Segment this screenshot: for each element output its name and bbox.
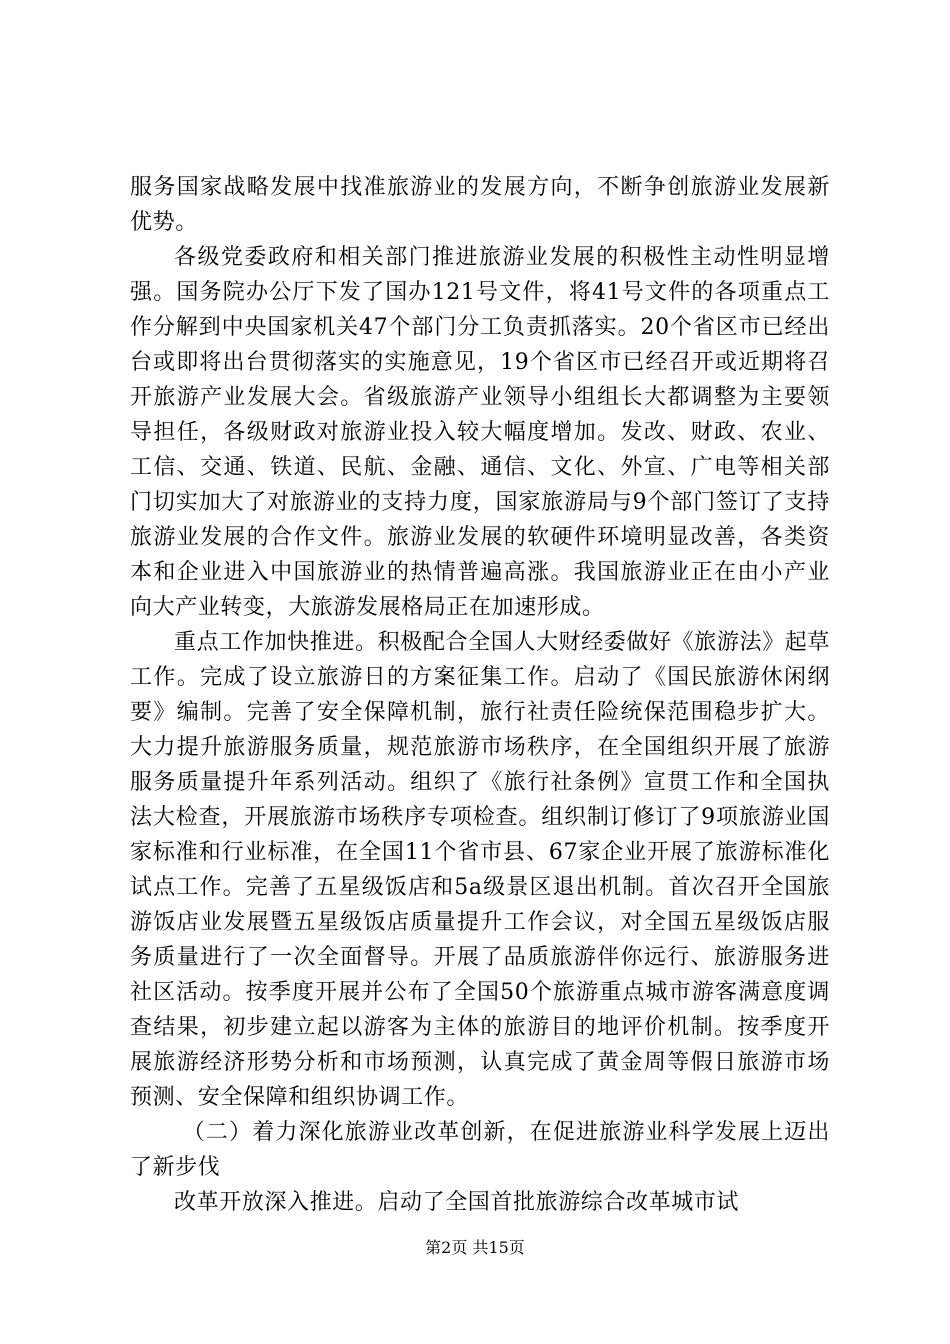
paragraph-key-work: 重点工作加快推进。积极配合全国人大财经委做好《旅游法》起草工作。完成了设立旅游日的方案征集工作。启动了《国民旅游休闲纲要》编制。完善了安全保障机制，旅行社责任险统保范围稳步扩大。大力提升旅游服务质量，规范旅游市场秩序，在全国组织开展了旅游服务质量提升年系列活动。组织了《旅行社条例》宣贯工作和全国执法大检查，开展旅游市场秩序专项检查。组织制订修订了9项旅游业国家标准和行业标准，在全国11个省市县、67家企业开展了旅游标准化试点工作。完善了五星级饭店和5a级景区退出机制。首次召开全国旅游饭店业发展暨五星级饭店质量提升工作会议，对全国五星级饭店服务质量进行了一次全面督导。开展了品质旅游伴你远行、旅游服务进社区活动。按季度开展并公布了全国50个旅游重点城市游客满意度调查结果，初步建立起以游客为主体的旅游目的地评价机制。按季度开展旅游经济形势分析和市场预测，认真完成了黄金周等假日旅游市场预测、安全保障和组织协调工作。 <box>130 630 830 1110</box>
section-heading: （二）着力深化旅游业改革创新，在促进旅游业科学发展上迈出了新步伐 <box>130 1120 830 1180</box>
paragraph-reform: 改革开放深入推进。启动了全国首批旅游综合改革城市试 <box>174 1190 740 1215</box>
paragraph-government-support: 各级党委政府和相关部门推进旅游业发展的积极性主动性明显增强。国务院办公厅下发了国办121号文件，将41号文件的各项重点工作分解到中央国家机关47个部门分工负责抓落实。20个省区市已经出台或即将出台贯彻落实的实施意见，19个省区市已经召开或近期将召开旅游产业发展大会。省级旅游产业领导小组组长大都调整为主要领导担任，各级财政对旅游业投入较大幅度增加。发改、财政、农业、工信、交通、铁道、民航、金融、通信、文化、外宣、广电等相关部门切实加大了对旅游业的支持力度，国家旅游局与9个部门签订了支持旅游业发展的合作文件。旅游业发展的软硬件环境明显改善，各类资本和企业进入中国旅游业的热情普遍高涨。我国旅游业正在由小产业向大产业转变，大旅游发展格局正在加速形成。 <box>130 245 830 620</box>
page-number-footer: 第2页 共15页 <box>425 1238 525 1257</box>
paragraph-continuation: 服务国家战略发展中找准旅游业的发展方向，不断争创旅游业发展新优势。 <box>130 175 830 235</box>
document-body <box>130 170 830 1220</box>
